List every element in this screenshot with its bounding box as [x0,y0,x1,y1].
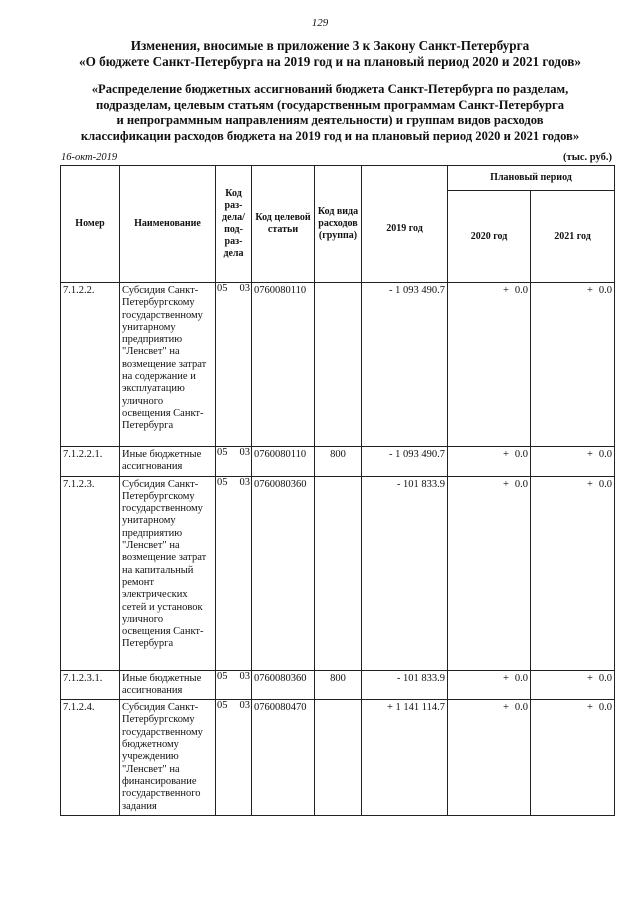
table-row [61,700,615,816]
page-number: 129 [311,17,329,29]
razdel-code: 05 [217,283,228,294]
document-title [60,38,600,70]
row-target-code: 0760080360 [252,476,315,670]
row-target-code: 0760080110 [252,447,315,477]
title-line: «О бюджете Санкт-Петербурга на 2019 год и на плановый период 2020 и 2021 годов» [79,54,581,69]
razdel-code: 05 [217,670,228,682]
row-number: 7.1.2.2.1. [61,447,120,477]
row-number: 7.1.2.4. [61,700,120,816]
units-label: (тыс. руб.) [563,152,612,163]
row-name: Субсидия Санкт-Петербургскому государственному унитарному предприятию "Ленсвет" на возмещение затрат на капитальный ремонт электрических сетей и установок уличного освещения Санкт-Петербурга [120,476,216,670]
row-section-code [216,447,252,477]
table-row [61,447,615,477]
row-value-2019: - 101 833.9 [362,476,448,670]
row-target-code: 0760080360 [252,670,315,700]
podrazdel-code: 03 [239,476,250,488]
podrazdel-code: 03 [239,283,250,294]
row-value-2019: - 101 833.9 [362,670,448,700]
row-value-2021 [531,283,615,447]
header-section-code: Код раз-дела/ под-раз-дела [216,166,252,283]
table-body [61,283,615,816]
razdel-code: 05 [217,476,228,488]
row-value-2021 [531,700,615,816]
subtitle-line: «Распределение бюджетных ассигнований бюджета Санкт-Петербурга по разделам, [91,82,569,96]
value-2020: 0.0 [514,285,528,296]
value-2020: 0.0 [514,702,528,714]
header-number: Номер [61,166,120,283]
row-name: Иные бюджетные ассигнования [120,447,216,477]
budget-table [60,165,615,816]
sign-2020: + [502,449,509,460]
row-value-2019: - 1 093 490.7 [362,283,448,447]
row-kind-code: 800 [315,670,362,700]
row-target-code: 0760080110 [252,283,315,447]
row-section-code [216,700,252,816]
sign-2020: + [502,285,509,296]
value-2021: 0.0 [598,672,613,684]
sign-2021: + [586,285,593,296]
row-number: 7.1.2.3.1. [61,670,120,700]
value-2021: 0.0 [598,702,613,714]
sign-2021: + [586,672,593,684]
header-2019: 2019 год [362,166,448,283]
row-kind-code [315,476,362,670]
row-value-2019: - 1 093 490.7 [362,447,448,477]
podrazdel-code: 03 [239,447,250,458]
row-value-2021 [531,447,615,477]
row-value-2021 [531,476,615,670]
row-target-code: 0760080470 [252,700,315,816]
sign-2021: + [586,478,593,490]
row-section-code [216,283,252,447]
row-value-2020 [448,670,531,700]
row-value-2020 [448,283,531,447]
sign-2020: + [502,478,509,490]
table-row [61,670,615,700]
row-kind-code [315,283,362,447]
value-2021: 0.0 [598,478,613,490]
value-2020: 0.0 [514,672,528,684]
row-kind-code: 800 [315,447,362,477]
document-date: 16-окт-2019 [61,152,118,163]
row-value-2020 [448,447,531,477]
row-number: 7.1.2.2. [61,283,120,447]
podrazdel-code: 03 [239,700,250,712]
title-line: Изменения, вносимые в приложение 3 к Закону Санкт-Петербурга [130,38,530,53]
podrazdel-code: 03 [239,670,250,682]
row-section-code [216,670,252,700]
row-value-2020 [448,700,531,816]
razdel-code: 05 [217,700,228,712]
row-value-2021 [531,670,615,700]
header-name: Наименование [120,166,216,283]
value-2021: 0.0 [598,285,613,296]
row-value-2019: + 1 141 114.7 [362,700,448,816]
sign-2020: + [502,672,509,684]
subtitle-line: и непрограммным направлениям деятельности) и группам видов расходов [116,113,544,128]
value-2021: 0.0 [598,449,613,460]
header-2020: 2020 год [448,191,531,283]
razdel-code: 05 [217,447,228,458]
row-name: Субсидия Санкт-Петербургскому государственному бюджетному учреждению "Ленсвет" на финансирование государственного задания [120,700,216,816]
row-section-code [216,476,252,670]
header-plan-period: Плановый период [448,166,615,191]
row-name: Субсидия Санкт-Петербургскому государственному унитарному предприятию "Ленсвет" на возмещение затрат на содержание и эксплуатацию уличного освещения Санкт-Петербурга [120,283,216,447]
row-value-2020 [448,476,531,670]
value-2020: 0.0 [514,449,528,460]
row-kind-code [315,700,362,816]
document-subtitle [52,82,608,144]
header-kind-code: Код вида расходов (группа) [315,166,362,283]
subtitle-line: подразделам, целевым статьям (государственным программам Санкт-Петербурга [95,97,565,112]
sign-2021: + [586,702,593,714]
sign-2020: + [502,702,509,714]
row-number: 7.1.2.3. [61,476,120,670]
value-2020: 0.0 [514,478,528,490]
subtitle-line: классификации расходов бюджета на 2019 год и на плановый период 2020 и 2021 годов» [80,128,580,143]
header-2021: 2021 год [531,191,615,283]
table-row [61,476,615,670]
sign-2021: + [586,449,593,460]
header-target-code: Код целевой статьи [252,166,315,283]
table-row [61,283,615,447]
row-name: Иные бюджетные ассигнования [120,670,216,700]
